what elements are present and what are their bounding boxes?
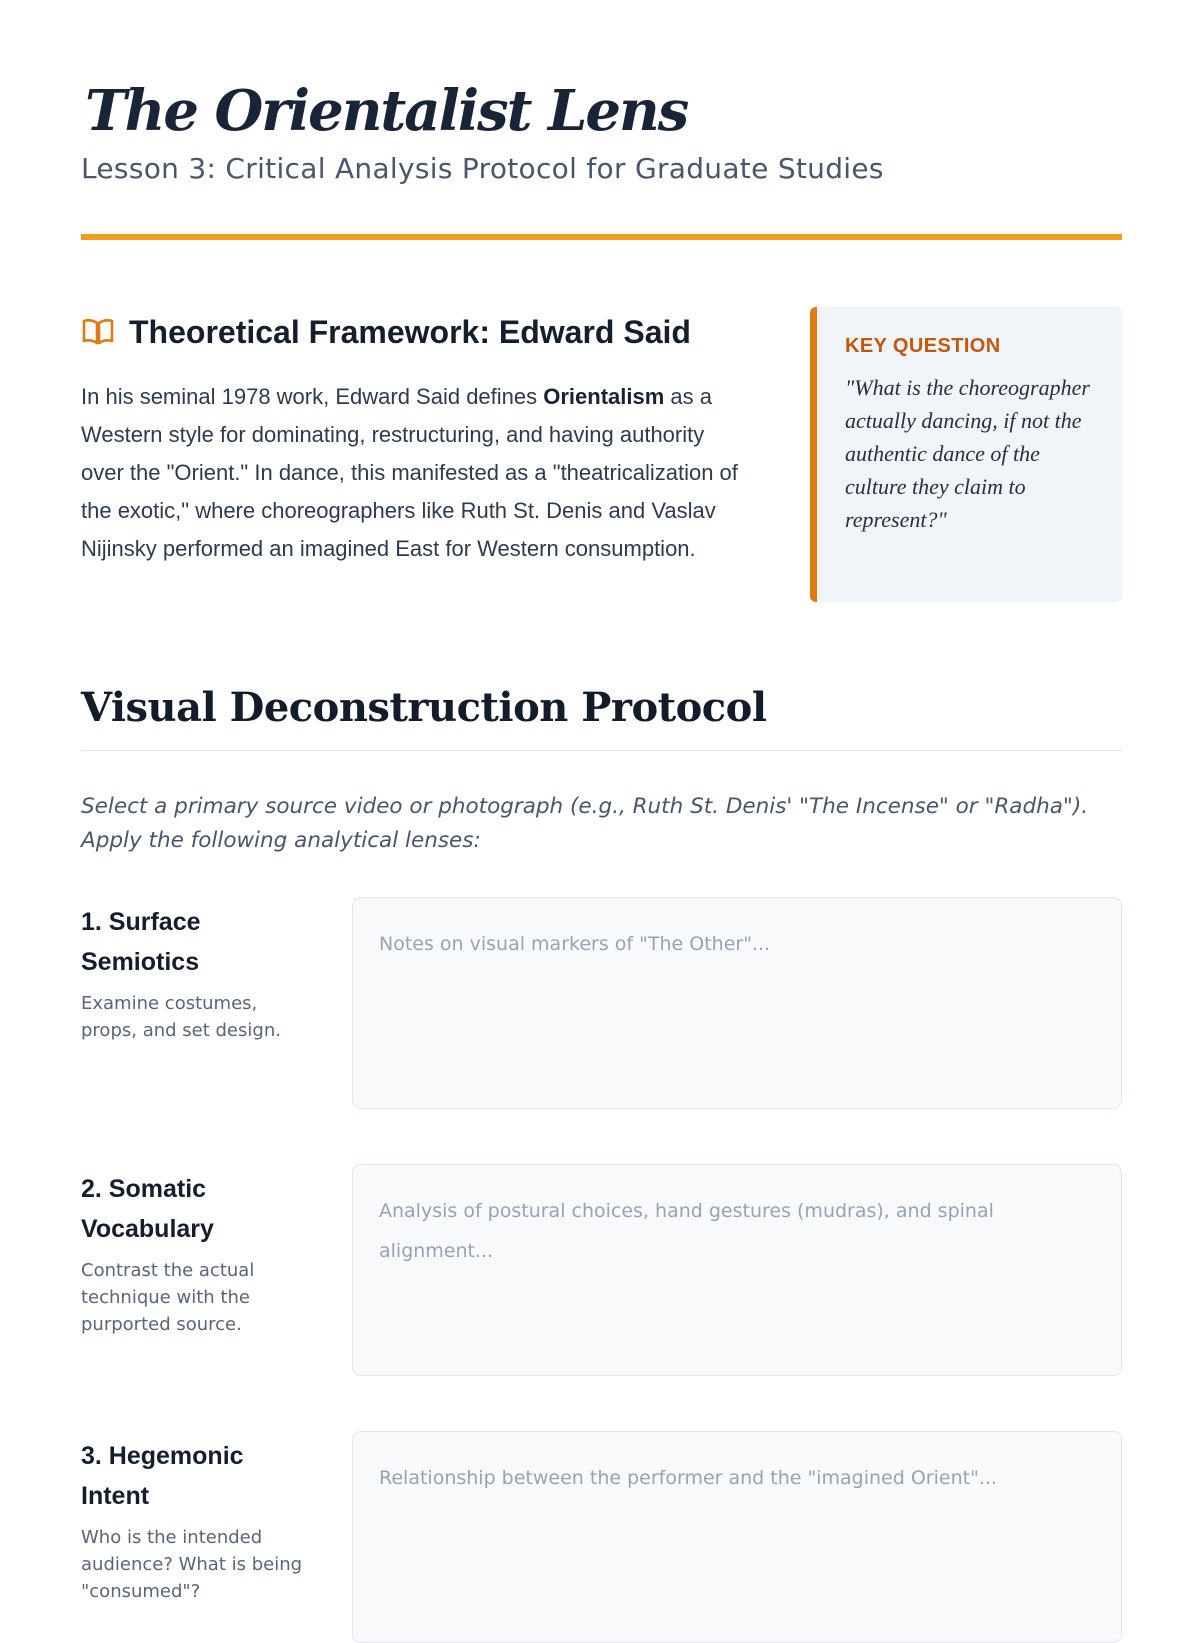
framework-body-term: Orientalism	[543, 384, 665, 409]
page-subtitle: Lesson 3: Critical Analysis Protocol for Graduate Studies	[81, 152, 884, 185]
framework-title: Theoretical Framework: Edward Said	[129, 313, 691, 350]
key-question-quote: "What is the choreographer actually dancing, if not the authentic dance of the culture they claim to represent?"	[845, 375, 1090, 532]
protocol-intro: Select a primary source video or photograph (e.g., Ruth St. Denis' "The Incense" or "Radha"). Apply the following analytical lenses:	[81, 794, 1089, 853]
somatic-vocabulary-notes-field[interactable]	[352, 1164, 1122, 1376]
framework-body-text-end: as a Western style for dominating, restructuring, and having authority over the "Orient." In dance, this manifested as a "theatricalization of the exotic," where choreographers like Ruth St. Denis and Vaslav Nijinsky performed an imagined East for Western consumption.	[81, 384, 738, 561]
key-question-callout	[810, 307, 1122, 602]
lens-title: 3. Hegemonic Intent	[81, 1442, 244, 1510]
lens-description: Who is the intended audience? What is being "consumed"?	[81, 1527, 303, 1602]
lens-label	[81, 1436, 311, 1605]
protocol-divider	[81, 750, 1122, 751]
lens-description: Contrast the actual technique with the purported source.	[81, 1260, 255, 1335]
surface-semiotics-notes-field[interactable]	[352, 897, 1122, 1109]
lens-title: 2. Somatic Vocabulary	[81, 1175, 214, 1243]
framework-heading	[81, 306, 761, 358]
header-divider	[81, 234, 1122, 240]
lens-label	[81, 1169, 311, 1338]
lens-label	[81, 902, 311, 1044]
framework-section	[81, 306, 761, 568]
callout-accent-bar	[810, 307, 817, 602]
framework-body	[81, 378, 751, 568]
lens-title: 1. Surface Semiotics	[81, 908, 201, 976]
framework-body-text-start: In his seminal 1978 work, Edward Said defines	[81, 384, 544, 409]
book-open-icon	[81, 317, 115, 347]
page-title: The Orientalist Lens	[85, 78, 688, 144]
hegemonic-intent-notes-field[interactable]	[352, 1431, 1122, 1643]
lens-description: Examine costumes, props, and set design.	[81, 993, 281, 1041]
key-question-label: KEY QUESTION	[845, 335, 1001, 357]
protocol-title: Visual Deconstruction Protocol	[81, 684, 767, 731]
